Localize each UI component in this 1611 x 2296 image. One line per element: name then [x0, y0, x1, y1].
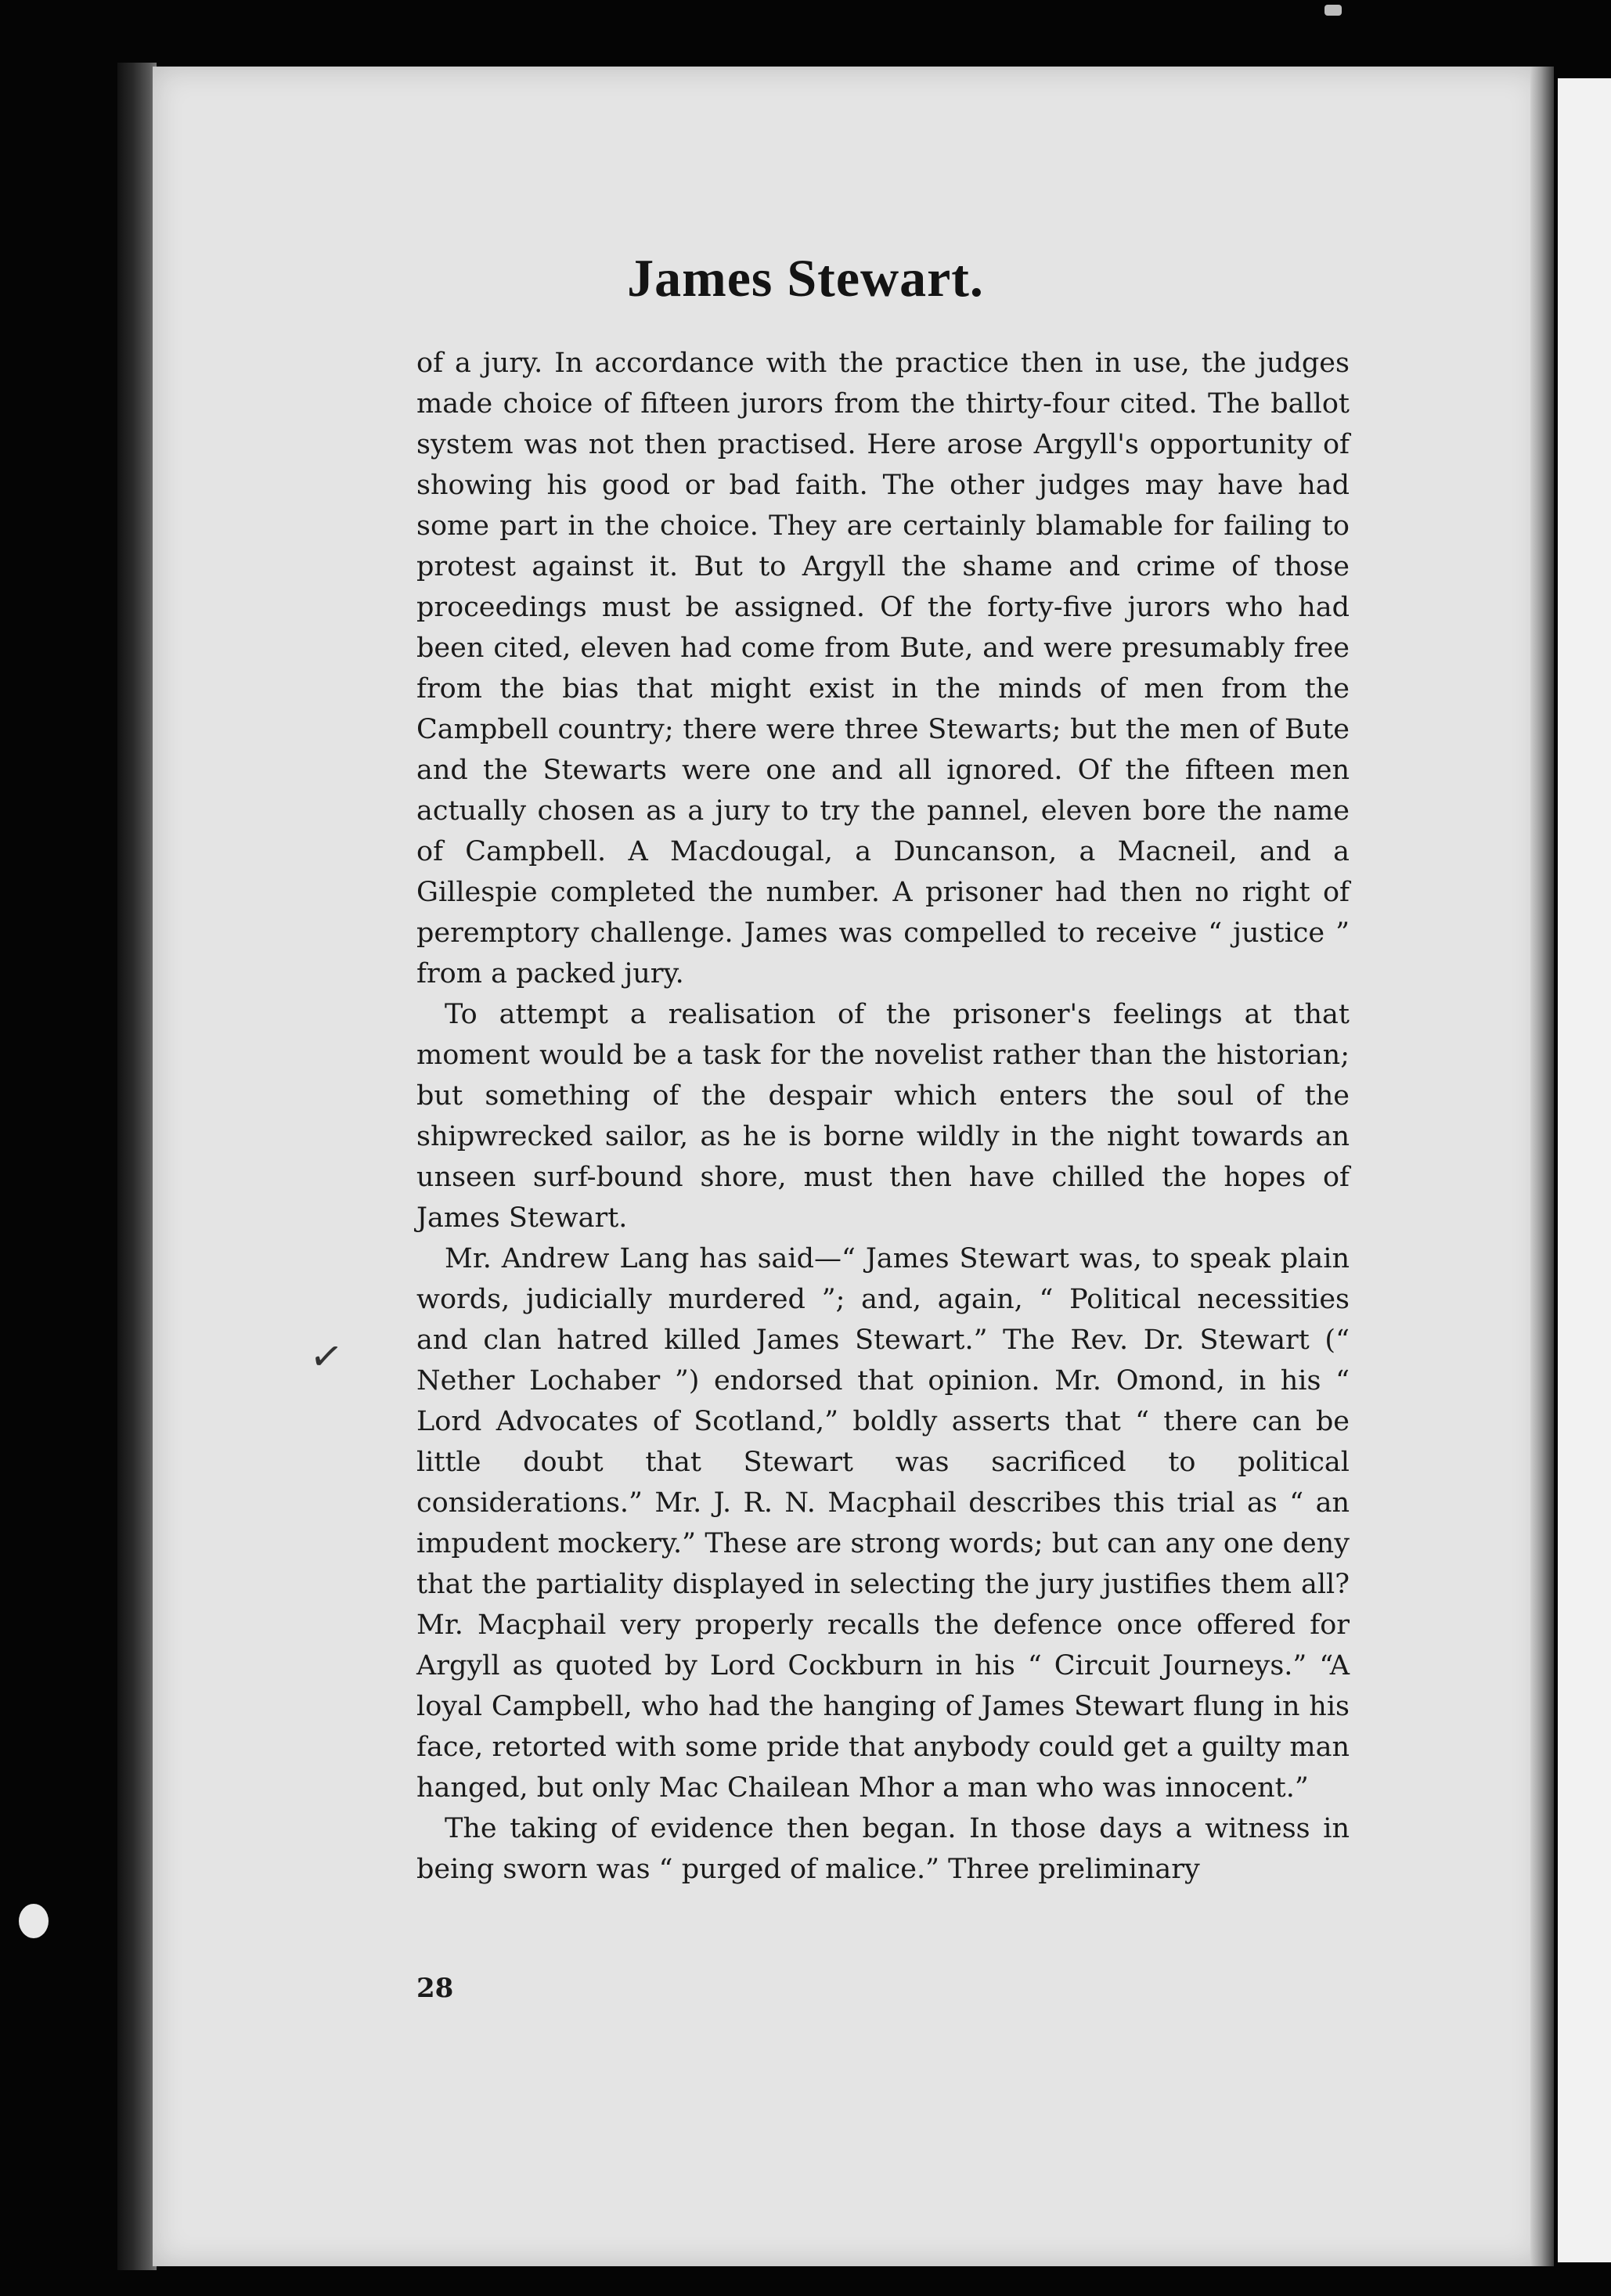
paragraph: of a jury. In accordance with the practice then in use, the judges made choice of fifteen jurors from the thirty-four cited. The ballot system was not then practised. Here arose Argyll's opportunity of showing his good or bad faith. The other judges may have had some part in the choice. They are certainly blamable for failing to protest against it. But to Argyll the shame and crime of those proceedings must be assigned. Of the forty-five jurors who had been cited, eleven had come from Bute, and were presumably free from the bias that might exist in the minds of men from the Campbell country; there were three Stewarts; but the men of Bute and the Stewarts were one and all ignored. Of the fifteen men actually chosen as a jury to try the pannel, eleven bore the name of Campbell. A Macdougal, a Duncanson, a Macneil, and a Gillespie completed the number. A prisoner had then no right of peremptory challenge. James was compelled to receive “ justice ” from a packed jury.	[416, 348, 1350, 989]
paragraph: The taking of evidence then began. In those days a witness in being sworn was “ purged of malice.” Three preliminary	[416, 1813, 1350, 1885]
scan-blot	[19, 1904, 49, 1938]
paragraph: Mr. Andrew Lang has said—“ James Stewart was, to speak plain words, judicially murdered ”; and, again, “ Political necessities and clan hatred killed James Stewart.” The Rev. Dr. Stewart (“ Nether Lochaber ”) endorsed that opinion. Mr. Omond, in his “ Lord Advocates of Scotland,” boldly asserts that “ there can be little doubt that Stewart was sacrificed to political considerations.” Mr. J. R. N. Macphail describes this trial as “ an impudent mockery.” These are strong words; but can any one deny that the partiality displayed in selecting the jury justifies them all? Mr. Macphail very properly recalls the defence once offered for Argyll as quoted by Lord Cockburn in his “ Circuit Journeys.” “A loyal Campbell, who had the hanging of James Stewart flung in his face, retorted with some pride that anybody could get a guilty man hanged, but only Mac Chailean Mhor a man who was innocent.”	[416, 1243, 1350, 1804]
paragraph: To attempt a realisation of the prisoner's feelings at that moment would be a task for the novelist rather than the historian; but something of the despair which enters the soul of the shipwrecked sailor, as he is borne wildly in the night towards an unseen surf-bound shore, must then have chilled the hopes of James Stewart.	[416, 999, 1350, 1234]
scan-mark	[1324, 5, 1342, 16]
page-title: James Stewart.	[627, 248, 984, 308]
body-text	[416, 343, 1350, 1890]
margin-check-mark: ✓	[307, 1332, 346, 1382]
page-number: 28	[416, 1973, 454, 2004]
book-binding	[117, 63, 157, 2270]
adjacent-page-sliver	[1558, 78, 1611, 2262]
page-edge-shadow	[1530, 67, 1554, 2266]
